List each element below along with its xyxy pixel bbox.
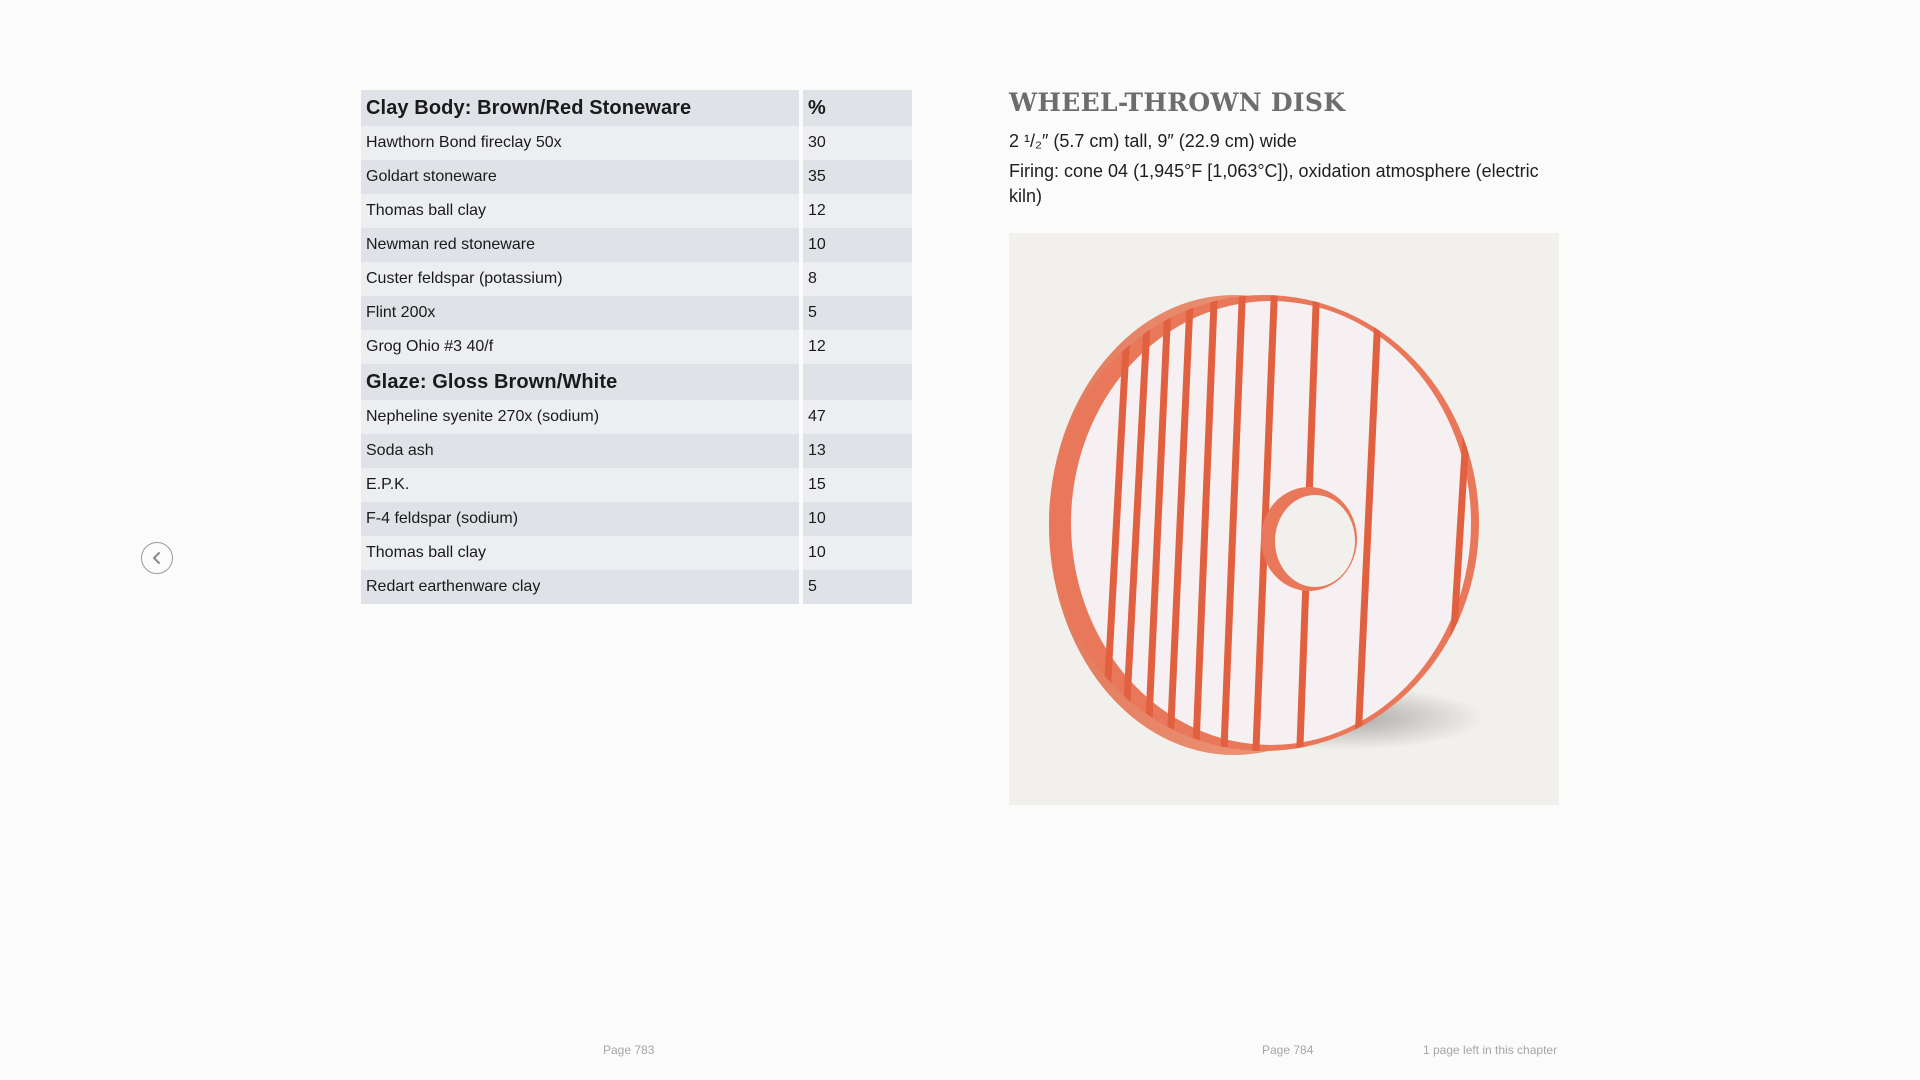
piece-title: WHEEL-THROWN DISK	[1009, 88, 1346, 117]
ingredient-name: Nepheline syenite 270x (sodium)	[361, 400, 799, 434]
ingredient-name: Newman red stoneware	[361, 228, 799, 262]
disk-photo	[1009, 233, 1559, 805]
ingredient-name: Redart earthenware clay	[361, 570, 799, 604]
chevron-left-icon	[150, 551, 164, 565]
table-section-header	[361, 364, 912, 400]
ingredient-percent: 10	[803, 228, 912, 262]
table-row	[361, 296, 912, 330]
ingredient-name: Grog Ohio #3 40/f	[361, 330, 799, 364]
ingredient-percent: 12	[803, 194, 912, 228]
section-heading: Glaze: Gloss Brown/White	[361, 364, 799, 400]
ingredient-name: Flint 200x	[361, 296, 799, 330]
table-row	[361, 228, 912, 262]
section-heading-pct: %	[803, 90, 912, 126]
previous-page-button[interactable]	[141, 542, 173, 574]
ingredient-percent: 10	[803, 536, 912, 570]
ingredient-percent: 47	[803, 400, 912, 434]
table-row	[361, 262, 912, 296]
table-row	[361, 160, 912, 194]
right-page-number: Page 784	[1262, 1043, 1314, 1057]
piece-dimensions: 2 ¹/₂″ (5.7 cm) tall, 9″ (22.9 cm) wide	[1009, 131, 1297, 151]
ingredient-percent: 12	[803, 330, 912, 364]
table-row	[361, 468, 912, 502]
table-row	[361, 536, 912, 570]
ingredient-name: Thomas ball clay	[361, 194, 799, 228]
table-row	[361, 330, 912, 364]
ingredient-name: Hawthorn Bond fireclay 50x	[361, 126, 799, 160]
table-section-header	[361, 90, 912, 126]
chapter-pages-left: 1 page left in this chapter	[1423, 1043, 1558, 1057]
piece-firing: Firing: cone 04 (1,945°F [1,063°C]), oxidation atmosphere (electric kiln)	[1009, 161, 1539, 206]
ingredient-percent: 35	[803, 160, 912, 194]
left-page-number: Page 783	[603, 1043, 655, 1057]
ingredient-name: Soda ash	[361, 434, 799, 468]
wheel-thrown-disk-image	[1009, 233, 1559, 805]
ingredient-percent: 13	[803, 434, 912, 468]
ingredient-percent: 30	[803, 126, 912, 160]
ingredient-percent: 5	[803, 570, 912, 604]
ingredient-percent: 10	[803, 502, 912, 536]
table-row	[361, 400, 912, 434]
table-row	[361, 570, 912, 604]
table-row	[361, 502, 912, 536]
ingredient-name: E.P.K.	[361, 468, 799, 502]
section-heading: Clay Body: Brown/Red Stoneware	[361, 90, 799, 126]
section-heading-pct	[803, 364, 912, 400]
ingredient-percent: 8	[803, 262, 912, 296]
table-row	[361, 126, 912, 160]
ingredient-percent: 15	[803, 468, 912, 502]
ingredient-name: Custer feldspar (potassium)	[361, 262, 799, 296]
ingredient-percent: 5	[803, 296, 912, 330]
table-row	[361, 194, 912, 228]
ingredient-name: F-4 feldspar (sodium)	[361, 502, 799, 536]
ingredient-name: Goldart stoneware	[361, 160, 799, 194]
recipe-table	[361, 90, 912, 604]
ingredient-name: Thomas ball clay	[361, 536, 799, 570]
table-row	[361, 434, 912, 468]
